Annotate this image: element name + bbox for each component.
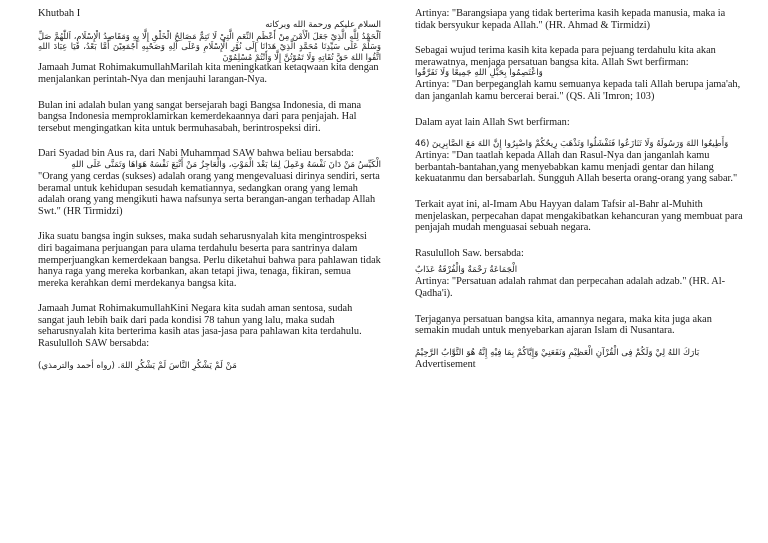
arabic-verse-athiu: وَأَطِيعُوا اللهَ وَرَسُولَهُ وَلَا تَنَازَعُوا فَتَفْشَلُوا وَتَذْهَبَ رِيحُكُمْ وَاصْبِرُوا إِنَّ اللهَ مَعَ الصَّابِرِينَ (46 [415, 139, 729, 150]
arabic-salam: السلام عليكم ورحمة الله وبركاته [265, 19, 381, 30]
arabic-closing-prayer: بَارَكَ اللهُ لِيْ وَلَكُمْ فِى الْقُرْآنِ الْعَظِيْمِ وَنَفَعَنِيْ وَإِيَّاكُمْ بِمَا فِيْهِ إِنَّهُ هُوَ التَّوَّابُ الرَّحِيْمُ [415, 347, 700, 358]
arabic-hadith-syukur: مَنْ لَمْ يَشْكُرِ النَّاسَ لَمْ يَشْكُرِ اللهَ. (رواه أحمد والترمذي) [38, 360, 237, 371]
right-column [415, 8, 745, 370]
paragraph-obey-meaning: Artinya: "Dan taatlah kepada Allah dan Rasul-Nya dan janganlah kamu berbantah-bantahan,yang menyebabkan kamu menjadi gentar dan hilang kekuatanmu dan bersabarlah. Sungguh Allah beserta orang-orang yang sabar." [415, 150, 738, 185]
arabic-opening-prayer: اَلْحَمْدُ لِلَّهِ الَّذِيْ جَعَلَ الْأَمْنَ مِنْ أَعْظَمِ النِّعَمِ الَّتِيْ لَا تَتِمُّ مَصَالِحُ الْخَلْقِ إِلَّا بِهِ وَمَقَاصِدُ الْإِسْلَامِ، اَللّٰهُمَّ صَلِّ وَسَلِّمْ عَلَى سَيِّدِنَا مُحَمَّدٍ الَّذِيْ هَدَانَا إِلَى نُوْرِ الْإِسْلَامِ وَعَلَى آلِهِ وَصَحْبِهِ أَجْمَعِيْنَ أَمَّا بَعْدُ، فَيَا عِبَادَ اللهِ اتَّقُوا اللهَ حَقَّ تُقَاتِهِ وَلَا تَمُوْتُنَّ إِلَّا وَأَنْتُمْ مُسْلِمُوْنَ [38, 30, 381, 62]
paragraph-gratitude: Jamaah Jumat RohimakumullahKini Negara kita sudah aman sentosa, sudah sangat jauh lebih baik dari pada kondisi 78 tahun yang lalu, maka sudah seharusnyalah kita berterima kasih atas jasa-jasa para pahlawan kita terdahulu. Rasululloh SAW bersabda: [38, 303, 362, 350]
paragraph-spread-islam: Terjaganya persatuan bangsa kita, amannya negara, maka kita juga akan semakin mudah untuk menyebarkan ajaran Islam di Nusantara. [415, 313, 712, 337]
paragraph-hadith-intro: Dari Syadad bin Aus ra, dari Nabi Muhammad SAW bahwa beliau bersabda: [38, 148, 354, 160]
paragraph-unity-meaning: Artinya: "Persatuan adalah rahmat dan perpecahan adalah adzab." (HR. Al-Qadha'i). [415, 276, 726, 299]
paragraph-verse-meaning: Artinya: "Dan berpeganglah kamu semuanya kepada tali Allah berupa jama'ah, dan janganlah kamu bercerai berai." (QS. Ali 'Imron; 103) [415, 79, 741, 102]
khutbah-title: Khutbah I [38, 8, 81, 19]
paragraph-rasul-said: Rasululloh Saw. bersabda: [415, 247, 524, 259]
paragraph-tafsir: Terkait ayat ini, al-Imam Abu Hayyan dalam Tafsir al-Bahr al-Muhith menjelaskan, perpecahan dapat mengakibatkan kehancuran yang membuat para penjajah mudah menguasai sebuah negara. [415, 198, 743, 234]
paragraph-unity: Sebagai wujud terima kasih kita kepada para pejuang terdahulu kita akan merawatnya, menjaga persatuan bangsa kita. Allah Swt berfirman: [415, 45, 716, 68]
paragraph-another-verse: Dalam ayat lain Allah Swt berfirman: [415, 116, 570, 128]
paragraph-hadith-meaning: "Orang yang cerdas (sukses) adalah orang yang mengevaluasi dirinya sendiri, serta beramal untuk kehidupan sesudah kematiannya, sedangkan orang yang lemah adalah orang yang mengikuti hawa nafsunya serta berangan-angan terhadap Allah Swt." (HR Tirmidzi) [38, 170, 380, 217]
arabic-verse-itasimu: وَاعْتَصِمُوا بِحَبْلِ اللهِ جَمِيعًا وَلَا تَفَرَّقُوا [415, 68, 543, 79]
left-column [38, 8, 381, 372]
advertisement-label: Advertisement [415, 358, 476, 370]
paragraph-introspection: Jika suatu bangsa ingin sukses, maka sudah seharusnyalah kita mengintrospeksi diri bagaimana perjuangan para ulama terdahulu beserta para santrinya dalam memperjuangkan kemerdekaan bangsa. Perlu diketahui bahwa para pahlawan tidak hanya raga yang mereka korbankan, akan tetapi jiwa, tenaga, fikiran, semua mereka kerahkan demi merdekanya bangsa kita. [38, 231, 381, 289]
paragraph-taqwa: Jamaah Jumat RohimakumullahMarilah kita meningkatkan ketaqwaan kita dengan menjalankan perintah-Nya dan menjauhi larangan-Nya. [38, 62, 379, 85]
arabic-hadith-kayyis: الْكَيِّسُ مَنْ دَانَ نَفْسَهُ وَعَمِلَ لِمَا بَعْدَ الْمَوْتِ، وَالْعَاجِزُ مَنْ أَتْبَعَ نَفْسَهُ هَوَاهَا وَتَمَنَّى عَلَى اللهِ [71, 159, 381, 170]
arabic-hadith-jamaah: الْجَمَاعَةُ رَحْمَةٌ وَالْفُرْقَةُ عَذَابٌ [415, 265, 518, 276]
paragraph-indonesia-history: Bulan ini adalah bulan yang sangat bersejarah bagi Bangsa Indonesia, di mana bangsa Indonesia memproklamirkan kemerdekaannya dari para penjajah. Hal tersebut mengingatkan kita untuk bermuhasabah, berintrospeksi diri. [38, 99, 362, 134]
paragraph-syukur-meaning: Artinya: "Barangsiapa yang tidak berterima kasih kepada manusia, maka ia tidak bersyukur kepada Allah." (HR. Ahmad & Tirmidzi) [415, 8, 726, 31]
